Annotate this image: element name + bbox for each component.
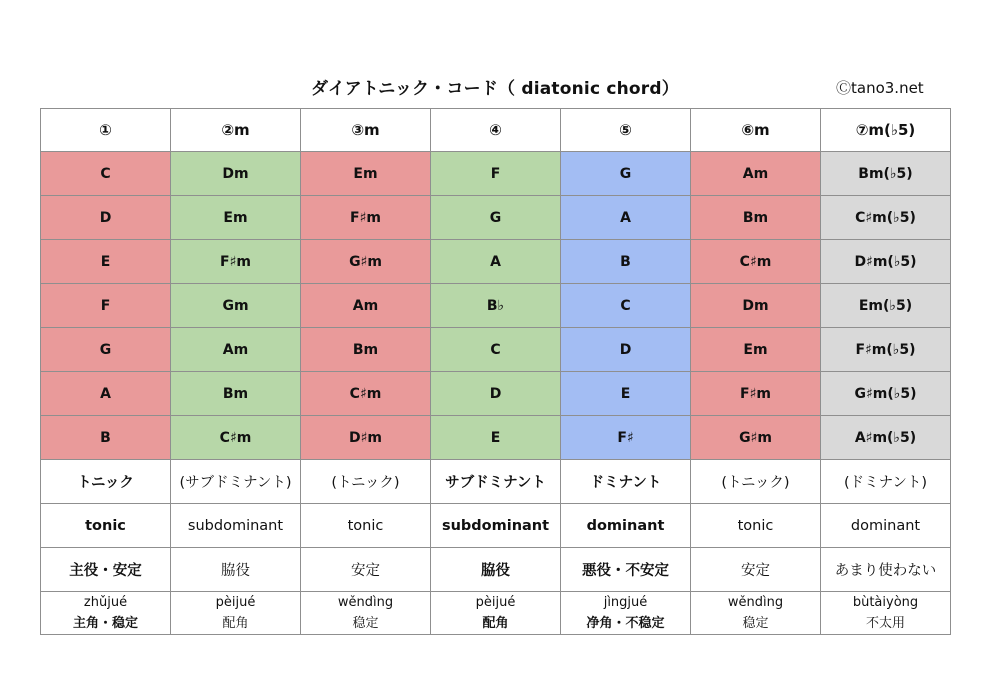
diatonic-chord-table	[40, 108, 951, 635]
chord-cell: D	[561, 328, 691, 372]
role-jp-cell: 安定	[691, 548, 821, 592]
chord-cell: D	[41, 196, 171, 240]
degree-header-row	[41, 109, 951, 152]
chord-cell: Am	[691, 152, 821, 196]
chord-cell: Dm	[171, 152, 301, 196]
function-en-cell: tonic	[41, 504, 171, 548]
pinyin-text: bùtàiyòng	[852, 595, 919, 610]
chord-row	[41, 328, 951, 372]
chord-cell: Am	[171, 328, 301, 372]
pinyin-text: pèijué	[215, 595, 256, 610]
function-en-cell: subdominant	[171, 504, 301, 548]
chord-cell: A	[561, 196, 691, 240]
chord-cell: C	[41, 152, 171, 196]
function-jp-cell: ドミナント	[561, 460, 691, 504]
role-jp-cell: 悪役・不安定	[561, 548, 691, 592]
chord-row	[41, 240, 951, 284]
chinese-role-text: 配角	[482, 616, 509, 631]
chinese-role-text: 不太用	[865, 616, 905, 631]
function-en-cell: tonic	[691, 504, 821, 548]
role-jp-cell: 脇役	[431, 548, 561, 592]
chord-cell: C♯m	[301, 372, 431, 416]
chord-cell: F♯m	[691, 372, 821, 416]
function-jp-cell: サブドミナント	[431, 460, 561, 504]
pinyin-text: wěndìng	[727, 595, 784, 610]
chord-cell: Bm	[171, 372, 301, 416]
role-jp-cell: 安定	[301, 548, 431, 592]
chord-cell: C	[561, 284, 691, 328]
chinese-role-text: 配角	[222, 616, 249, 631]
degree-header: ①	[41, 109, 171, 152]
degree-header: ⑥m	[691, 109, 821, 152]
chord-cell: Am	[301, 284, 431, 328]
role-jp-cell: 主役・安定	[41, 548, 171, 592]
degree-header: ③m	[301, 109, 431, 152]
function-jp-cell: (トニック)	[691, 460, 821, 504]
chinese-role-cell	[691, 592, 821, 635]
function-jp-cell: トニック	[41, 460, 171, 504]
chord-cell: G	[431, 196, 561, 240]
chord-cell: F	[41, 284, 171, 328]
chord-cell: Bm(♭5)	[821, 152, 951, 196]
chord-cell: D	[431, 372, 561, 416]
chord-cell: Em	[301, 152, 431, 196]
chord-cell: C♯m	[171, 416, 301, 460]
chord-cell: A	[431, 240, 561, 284]
function-jp-row	[41, 460, 951, 504]
chinese-role-cell	[561, 592, 691, 635]
chord-cell: B♭	[431, 284, 561, 328]
chord-cell: F♯m	[171, 240, 301, 284]
chord-cell: Bm	[691, 196, 821, 240]
page-title: ダイアトニック・コード（ diatonic chord）	[311, 79, 679, 99]
chord-cell: G♯m	[691, 416, 821, 460]
chord-cell: E	[41, 240, 171, 284]
chord-cell: D♯m	[301, 416, 431, 460]
chord-cell: G♯m	[301, 240, 431, 284]
degree-header: ④	[431, 109, 561, 152]
chord-row	[41, 372, 951, 416]
function-jp-cell: (トニック)	[301, 460, 431, 504]
chord-cell: B	[561, 240, 691, 284]
chord-cell: E	[561, 372, 691, 416]
function-en-row	[41, 504, 951, 548]
pinyin-text: jìngjué	[603, 595, 648, 610]
role-jp-row	[41, 548, 951, 592]
chord-row	[41, 416, 951, 460]
chord-cell: G	[561, 152, 691, 196]
pinyin-text: pèijué	[475, 595, 516, 610]
chord-row	[41, 284, 951, 328]
chord-cell: Em	[171, 196, 301, 240]
function-en-cell: dominant	[821, 504, 951, 548]
chord-cell: Dm	[691, 284, 821, 328]
chord-cell: F♯m	[301, 196, 431, 240]
degree-header: ②m	[171, 109, 301, 152]
function-en-cell: subdominant	[431, 504, 561, 548]
role-jp-cell: 脇役	[171, 548, 301, 592]
degree-header: ⑤	[561, 109, 691, 152]
pinyin-text: wěndìng	[337, 595, 394, 610]
chord-cell: F♯m(♭5)	[821, 328, 951, 372]
chord-cell: E	[431, 416, 561, 460]
function-en-cell: dominant	[561, 504, 691, 548]
chord-cell: F♯	[561, 416, 691, 460]
chord-cell: Bm	[301, 328, 431, 372]
chinese-role-text: 主角・稳定	[72, 616, 138, 631]
chinese-role-cell	[171, 592, 301, 635]
chord-cell: Em	[691, 328, 821, 372]
chord-cell: B	[41, 416, 171, 460]
chinese-role-cell	[821, 592, 951, 635]
chinese-role-cell	[301, 592, 431, 635]
chord-cell: C♯m(♭5)	[821, 196, 951, 240]
chinese-role-text: 净角・不稳定	[586, 616, 665, 631]
copyright-credit: Ⓒtano3.net	[836, 79, 924, 97]
chord-cell: A	[41, 372, 171, 416]
chinese-role-text: 稳定	[352, 616, 379, 631]
chord-cell: C	[431, 328, 561, 372]
chord-cell: G♯m(♭5)	[821, 372, 951, 416]
chord-cell: C♯m	[691, 240, 821, 284]
chinese-role-cell	[41, 592, 171, 635]
chord-row	[41, 152, 951, 196]
chord-cell: A♯m(♭5)	[821, 416, 951, 460]
chord-cell: Gm	[171, 284, 301, 328]
chord-cell: G	[41, 328, 171, 372]
degree-header: ⑦m(♭5)	[821, 109, 951, 152]
chord-cell: F	[431, 152, 561, 196]
function-en-cell: tonic	[301, 504, 431, 548]
pinyin-text: zhǔjué	[83, 595, 128, 610]
chinese-role-row	[41, 592, 951, 635]
chinese-role-text: 稳定	[742, 616, 769, 631]
chord-row	[41, 196, 951, 240]
chord-cell: D♯m(♭5)	[821, 240, 951, 284]
chord-cell: Em(♭5)	[821, 284, 951, 328]
chinese-role-cell	[431, 592, 561, 635]
role-jp-cell: あまり使わない	[821, 548, 951, 592]
function-jp-cell: (サブドミナント)	[171, 460, 301, 504]
function-jp-cell: (ドミナント)	[821, 460, 951, 504]
